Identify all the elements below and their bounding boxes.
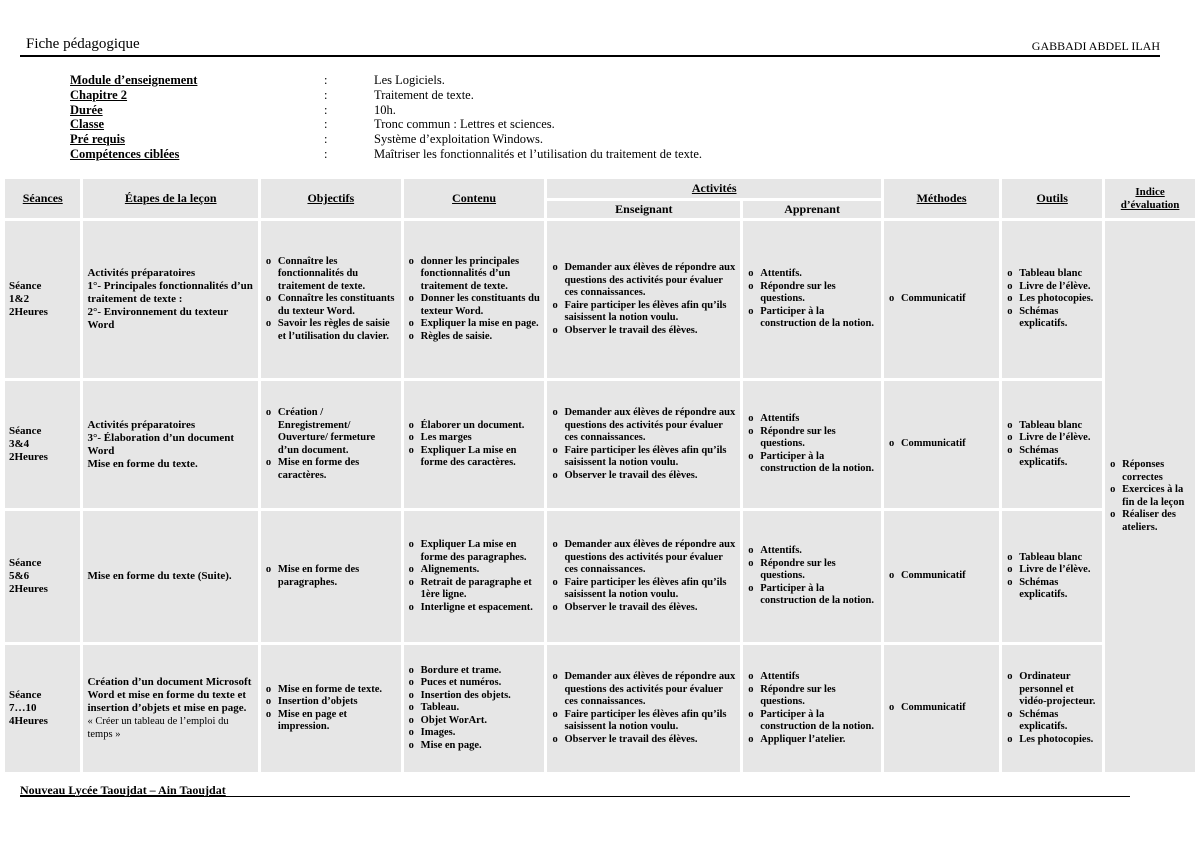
bullet-item: o Expliquer La mise en forme des paragraphes. xyxy=(421,539,541,564)
bullet-item: o Insertion des objets. xyxy=(421,690,541,703)
info-value: 10h. xyxy=(374,102,396,117)
objectifs-cell xyxy=(261,511,401,642)
bullet-list xyxy=(747,545,877,608)
bullet-item: o Règles de saisie. xyxy=(421,331,541,344)
etape-line: Mise en forme du texte. xyxy=(87,457,198,470)
info-value: Tronc commun : Lettres et sciences. xyxy=(374,117,555,132)
bullet-item: o Schémas explicatifs. xyxy=(1019,709,1098,734)
lesson-plan-table xyxy=(2,176,1198,775)
header-objectifs: Objectifs xyxy=(261,179,401,218)
apprenant-cell xyxy=(743,645,881,772)
bullet-item: o Les photocopies. xyxy=(1019,734,1098,747)
header-outils: Outils xyxy=(1002,179,1102,218)
seance-line: Séance xyxy=(9,280,42,292)
contenu-cell xyxy=(404,645,545,772)
seance-line: 7…10 xyxy=(9,702,37,714)
bullet-list xyxy=(1109,459,1191,534)
info-value: Maîtriser les fonctionnalités et l’utilisation du traitement de texte. xyxy=(374,146,703,161)
bullet-item: o Réaliser des ateliers. xyxy=(1122,509,1191,534)
bullet-list xyxy=(1006,671,1098,746)
bullet-item: o Participer à la construction de la notion. xyxy=(760,583,877,608)
info-label: Classe xyxy=(70,117,105,132)
etape-cell xyxy=(83,381,257,508)
seance-line: Séance xyxy=(9,557,42,569)
header-activites: Activités xyxy=(547,179,881,198)
bullet-item: o Livre de l’élève. xyxy=(1019,281,1098,294)
bullet-item: o Insertion d’objets xyxy=(278,696,397,709)
info-row xyxy=(70,73,702,88)
bullet-list xyxy=(747,268,877,331)
methodes-cell xyxy=(884,221,999,378)
bullet-item: o Création / Enregistrement/ Ouverture/ fermeture d’un document. xyxy=(278,407,397,457)
info-colon: : xyxy=(324,73,328,87)
bullet-list xyxy=(747,671,877,746)
header-rule xyxy=(20,55,1160,57)
bullet-item: o Donner les constituants du texteur Word. xyxy=(421,293,541,318)
etape-line: Activités préparatoires xyxy=(87,267,196,279)
info-value: Traitement de texte. xyxy=(374,87,474,102)
bullet-item: o Attentifs. xyxy=(760,268,877,281)
etape-line: Création d’un document Microsoft Word et mise en forme du texte et insertion d’objets et mise en page. xyxy=(87,676,252,714)
header-indice-line2: d’évaluation xyxy=(1120,198,1180,211)
bullet-item: o Répondre sur les questions. xyxy=(760,684,877,709)
bullet-item: o Bordure et trame. xyxy=(421,665,541,678)
outils-cell xyxy=(1002,221,1102,378)
seance-line: Séance xyxy=(9,425,42,437)
seance-line: Séance xyxy=(9,689,42,701)
bullet-list xyxy=(408,539,541,614)
bullet-item: o Observer le travail des élèves. xyxy=(564,734,736,747)
enseignant-cell xyxy=(547,511,740,642)
header-methodes: Méthodes xyxy=(884,179,999,218)
bullet-list xyxy=(1006,420,1098,470)
bullet-item: o Ordinateur personnel et vidéo-projecteur. xyxy=(1019,671,1098,709)
bullet-item: o Attentifs xyxy=(760,671,877,684)
objectifs-cell xyxy=(261,381,401,508)
bullet-list xyxy=(408,665,541,753)
bullet-item: o Participer à la construction de la notion. xyxy=(760,709,877,734)
seance-cell xyxy=(5,221,80,378)
author-name: GABBADI ABDEL ILAH xyxy=(1031,39,1160,53)
seance-line: 2Heures xyxy=(9,451,48,463)
header-contenu: Contenu xyxy=(404,179,545,218)
bullet-list xyxy=(265,564,397,589)
bullet-item: o Tableau blanc xyxy=(1019,552,1098,565)
header-etapes: Étapes de la leçon xyxy=(83,179,257,218)
info-colon: : xyxy=(324,132,328,147)
etape-line: Mise en forme du texte (Suite). xyxy=(87,570,232,582)
info-value: Système d’exploitation Windows. xyxy=(374,132,544,147)
bullet-list xyxy=(408,420,541,470)
bullet-list xyxy=(265,256,397,344)
bullet-item: o Retrait de paragraphe et 1ère ligne. xyxy=(421,577,541,602)
seance-cell xyxy=(5,645,80,772)
etape-cell xyxy=(83,221,257,378)
session-row xyxy=(5,381,1195,508)
info-label: Durée xyxy=(70,102,103,117)
bullet-item: o Mise en forme des caractères. xyxy=(278,457,397,482)
etape-cell xyxy=(83,511,257,642)
bullet-item: o Attentifs xyxy=(760,413,877,426)
bullet-item: o Mise en forme des paragraphes. xyxy=(278,564,397,589)
bullet-list xyxy=(551,671,736,746)
enseignant-cell xyxy=(547,221,740,378)
contenu-cell xyxy=(404,381,545,508)
contenu-cell xyxy=(404,511,545,642)
seance-line: 2Heures xyxy=(9,583,48,595)
bullet-item: o Faire participer les élèves afin qu’ils saisissent la notion voulu. xyxy=(564,709,736,734)
apprenant-cell xyxy=(743,381,881,508)
bullet-item: o Livre de l’élève. xyxy=(1019,564,1098,577)
bullet-list xyxy=(551,539,736,614)
bullet-item: o Exercices à la fin de la leçon xyxy=(1122,484,1191,509)
bullet-item: o Observer le travail des élèves. xyxy=(564,470,736,483)
info-colon: : xyxy=(324,146,328,161)
bullet-item: o Réponses correctes xyxy=(1122,459,1191,484)
session-row xyxy=(5,645,1195,772)
bullet-list xyxy=(265,684,397,734)
outils-cell xyxy=(1002,381,1102,508)
etape-line: Activités préparatoires xyxy=(87,418,196,431)
bullet-item: o Demander aux élèves de répondre aux questions des activités pour évaluer ces connaissances. xyxy=(564,671,736,709)
bullet-item: o Élaborer un document. xyxy=(421,420,541,433)
bullet-item: o Savoir les règles de saisie et l’utilisation du clavier. xyxy=(278,318,397,343)
methodes-cell xyxy=(884,381,999,508)
session-row xyxy=(5,221,1195,378)
footer-rule xyxy=(20,796,1130,797)
methode-item: o Communicatif xyxy=(901,293,995,306)
bullet-list xyxy=(1006,552,1098,602)
bullet-list xyxy=(265,407,397,482)
bullet-item: o Tableau blanc xyxy=(1019,420,1098,433)
bullet-item: o Tableau blanc xyxy=(1019,268,1098,281)
seance-cell xyxy=(5,511,80,642)
info-colon: : xyxy=(324,87,328,102)
bullet-item: o Répondre sur les questions. xyxy=(760,281,877,306)
info-value: Les Logiciels. xyxy=(374,73,445,87)
outils-cell xyxy=(1002,511,1102,642)
bullet-item: o Connaître les constituants du texteur Word. xyxy=(278,293,397,318)
bullet-item: o Schémas explicatifs. xyxy=(1019,577,1098,602)
bullet-item: o Répondre sur les questions. xyxy=(760,426,877,451)
bullet-item: o Puces et numéros. xyxy=(421,677,541,690)
bullet-item: o Les photocopies. xyxy=(1019,293,1098,306)
info-row xyxy=(70,88,702,103)
bullet-item: o Interligne et espacement. xyxy=(421,602,541,615)
bullet-item: o Images. xyxy=(421,727,541,740)
bullet-list xyxy=(408,256,541,344)
methodes-cell xyxy=(884,645,999,772)
outils-cell xyxy=(1002,645,1102,772)
bullet-item: o Schémas explicatifs. xyxy=(1019,445,1098,470)
info-row xyxy=(70,103,702,118)
bullet-item: o Observer le travail des élèves. xyxy=(564,602,736,615)
header-seances: Séances xyxy=(5,179,80,218)
seance-line: 5&6 xyxy=(9,570,30,582)
bullet-item: o Participer à la construction de la notion. xyxy=(760,306,877,331)
bullet-item: o Demander aux élèves de répondre aux questions des activités pour évaluer ces connaissances. xyxy=(564,262,736,300)
bullet-item: o Mise en page. xyxy=(421,740,541,753)
bullet-item: o Tableau. xyxy=(421,702,541,715)
seance-cell xyxy=(5,381,80,508)
apprenant-cell xyxy=(743,511,881,642)
bullet-list xyxy=(1006,268,1098,331)
bullet-item: o Participer à la construction de la notion. xyxy=(760,451,877,476)
bullet-item: o Schémas explicatifs. xyxy=(1019,306,1098,331)
bullet-item: o Expliquer la mise en page. xyxy=(421,318,541,331)
header-enseignant: Enseignant xyxy=(547,201,740,218)
seance-line: 2Heures xyxy=(9,306,48,318)
lesson-info xyxy=(70,73,702,162)
methodes-cell xyxy=(884,511,999,642)
bullet-item: o Demander aux élèves de répondre aux questions des activités pour évaluer ces connaissances. xyxy=(564,539,736,577)
methode-item: o Communicatif xyxy=(901,570,995,583)
bullet-item: o donner les principales fonctionnalités d’un traitement de texte. xyxy=(421,256,541,294)
bullet-list xyxy=(551,262,736,337)
bullet-item: o Les marges xyxy=(421,432,541,445)
bullet-item: o Faire participer les élèves afin qu’ils saisissent la notion voulu. xyxy=(564,300,736,325)
info-colon: : xyxy=(324,117,328,132)
info-label: Compétences ciblées xyxy=(70,146,180,161)
bullet-item: o Mise en forme de texte. xyxy=(278,684,397,697)
info-label: Chapitre 2 xyxy=(70,87,128,102)
header-indice-line1: Indice xyxy=(1135,185,1165,198)
enseignant-cell xyxy=(547,645,740,772)
info-row xyxy=(70,147,702,162)
info-row xyxy=(70,132,702,147)
apprenant-cell xyxy=(743,221,881,378)
header-apprenant: Apprenant xyxy=(743,201,881,218)
indice-cell xyxy=(1105,221,1195,772)
session-row xyxy=(5,511,1195,642)
bullet-item: o Alignements. xyxy=(421,564,541,577)
etape-line: 2°- Environnement du texteur Word xyxy=(87,306,229,331)
methode-item: o Communicatif xyxy=(901,438,995,451)
bullet-item: o Connaître les fonctionnalités du traitement de texte. xyxy=(278,256,397,294)
bullet-item: o Expliquer La mise en forme des caractères. xyxy=(421,445,541,470)
seance-line: 1&2 xyxy=(9,293,30,305)
info-label: Pré requis xyxy=(70,132,125,147)
bullet-item: o Livre de l’élève. xyxy=(1019,432,1098,445)
seance-line: 3&4 xyxy=(9,438,30,450)
etape-cell xyxy=(83,645,257,772)
etape-line: 1°- Principales fonctionnalités d’un traitement de texte : xyxy=(87,280,253,305)
info-label: Module d’enseignement xyxy=(70,73,198,87)
info-colon: : xyxy=(324,102,328,117)
enseignant-cell xyxy=(547,381,740,508)
etape-note: « Créer un tableau de l’emploi du temps » xyxy=(87,716,229,740)
info-row xyxy=(70,117,702,132)
bullet-item: o Faire participer les élèves afin qu’ils saisissent la notion voulu. xyxy=(564,445,736,470)
bullet-list xyxy=(747,413,877,476)
bullet-list xyxy=(551,407,736,482)
bullet-item: o Mise en page et impression. xyxy=(278,709,397,734)
contenu-cell xyxy=(404,221,545,378)
bullet-item: o Attentifs. xyxy=(760,545,877,558)
methode-item: o Communicatif xyxy=(901,702,995,715)
bullet-item: o Demander aux élèves de répondre aux questions des activités pour évaluer ces connaissances. xyxy=(564,407,736,445)
bullet-item: o Appliquer l’atelier. xyxy=(760,734,877,747)
bullet-item: o Faire participer les élèves afin qu’ils saisissent la notion voulu. xyxy=(564,577,736,602)
seance-line: 4Heures xyxy=(9,715,48,727)
etape-line: 3°- Élaboration d’un document Word xyxy=(87,431,234,457)
bullet-item: o Répondre sur les questions. xyxy=(760,558,877,583)
bullet-item: o Objet WorArt. xyxy=(421,715,541,728)
objectifs-cell xyxy=(261,645,401,772)
objectifs-cell xyxy=(261,221,401,378)
document-title: Fiche pédagogique xyxy=(26,36,140,52)
bullet-item: o Observer le travail des élèves. xyxy=(564,325,736,338)
header-indice xyxy=(1105,179,1195,218)
school-footer: Nouveau Lycée Taoujdat – Ain Taoujdat xyxy=(20,783,226,797)
